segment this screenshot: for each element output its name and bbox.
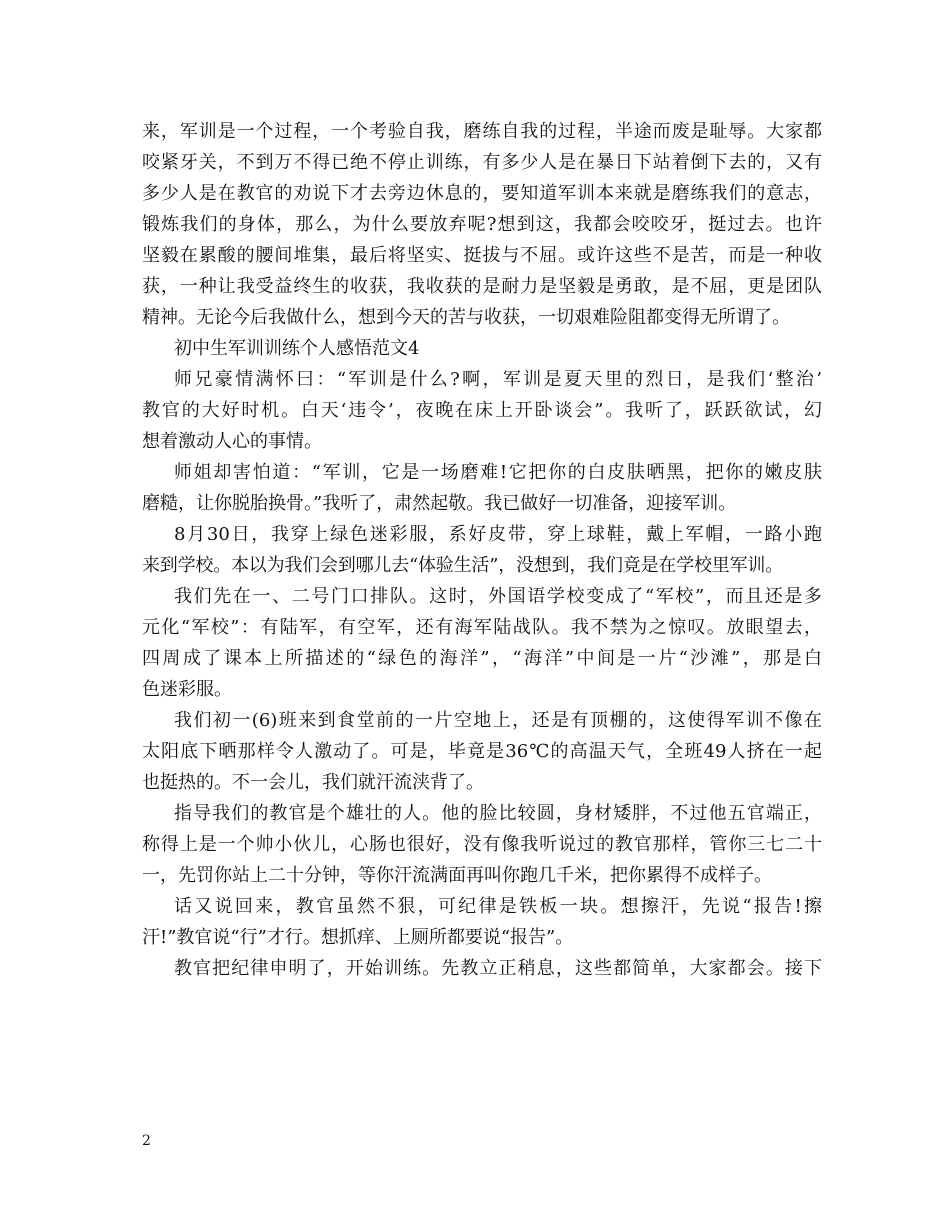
text-line: 来，军训是一个过程，一个考验自我，磨练自我的过程，半途而废是耻辱。大家都: [142, 121, 822, 142]
text-line: 来到学校。本以为我们会到哪儿去“体验生活”，没想到，我们竟是在学校里军训。: [142, 555, 784, 576]
text-line: 磨糙，让你脱胎换骨。”我听了，肃然起敬。我已做好一切准备，迎接军训。: [142, 493, 737, 514]
text-line: 师兄豪情满怀曰：“军训是什么?啊，军训是夏天里的烈日，是我们‘整治’: [174, 369, 822, 390]
text-line: 多少人是在教官的劝说下才去旁边休息的，要知道军训本来就是磨练我们的意志，: [142, 183, 822, 204]
page-number: 2: [142, 1133, 151, 1149]
text-line: 想着激动人心的事情。: [142, 431, 322, 452]
text-line: 咬紧牙关，不到万不得已绝不停止训练，有多少人是在暴日下站着倒下去的，又有: [142, 152, 822, 173]
text-line: 汗!”教官说“行”才行。想抓痒、上厕所都要说“报告”。: [142, 927, 574, 948]
text-line: 教官把纪律申明了，开始训练。先教立正稍息，这些都简单，大家都会。接下: [174, 958, 822, 979]
text-line: 一，先罚你站上二十分钟，等你汗流满面再叫你跑几千米，把你累得不成样子。: [142, 865, 772, 886]
text-line: 我们初一(6)班来到食堂前的一片空地上，还是有顶棚的，这使得军训不像在: [174, 710, 822, 731]
text-line: 太阳底下晒那样令人激动了。可是，毕竟是36℃的高温天气，全班49人挤在一起: [142, 741, 822, 762]
text-line: 精神。无论今后我做什么，想到今天的苦与收获，一切艰难险阻都变得无所谓了。: [142, 307, 790, 328]
text-line: 我们先在一、二号门口排队。这时，外国语学校变成了“军校”，而且还是多: [174, 586, 822, 607]
text-line: 教官的大好时机。白天‘违令’，夜晚在床上开卧谈会”。我听了，跃跃欲试，幻: [142, 400, 822, 421]
document-body: [142, 116, 822, 984]
text-line: 四周成了课本上所描述的“绿色的海洋”，“海洋”中间是一片“沙滩”，那是白: [142, 648, 822, 669]
section-heading: 初中生军训训练个人感悟范文4: [174, 338, 420, 359]
text-line: 获，一种让我受益终生的收获，我收获的是耐力是坚毅是勇敢，是不屈，更是团队: [142, 276, 822, 297]
text-line: 话又说回来，教官虽然不狠，可纪律是铁板一块。想擦汗，先说“报告!擦: [174, 896, 822, 917]
text-line: 师姐却害怕道：“军训，它是一场磨难!它把你的白皮肤晒黑，把你的嫩皮肤: [174, 462, 822, 483]
text-line: 8月30日，我穿上绿色迷彩服，系好皮带，穿上球鞋，戴上军帽，一路小跑: [174, 524, 822, 545]
text-line: 也挺热的。不一会儿，我们就汗流浃背了。: [142, 772, 484, 793]
text-line: 称得上是一个帅小伙儿，心肠也很好，没有像我听说过的教官那样，管你三七二十: [142, 834, 822, 855]
text-line: 指导我们的教官是个雄壮的人。他的脸比较圆，身材矮胖，不过他五官端正，: [174, 803, 822, 824]
text-line: 坚毅在累酸的腰间堆集，最后将坚实、挺拔与不屈。或许这些不是苦，而是一种收: [142, 245, 822, 266]
text-line: 锻炼我们的身体，那么，为什么要放弃呢?想到这，我都会咬咬牙，挺过去。也许: [142, 214, 822, 235]
text-line: 元化“军校”：有陆军，有空军，还有海军陆战队。我不禁为之惊叹。放眼望去，: [142, 617, 822, 638]
text-line: 色迷彩服。: [142, 679, 232, 700]
